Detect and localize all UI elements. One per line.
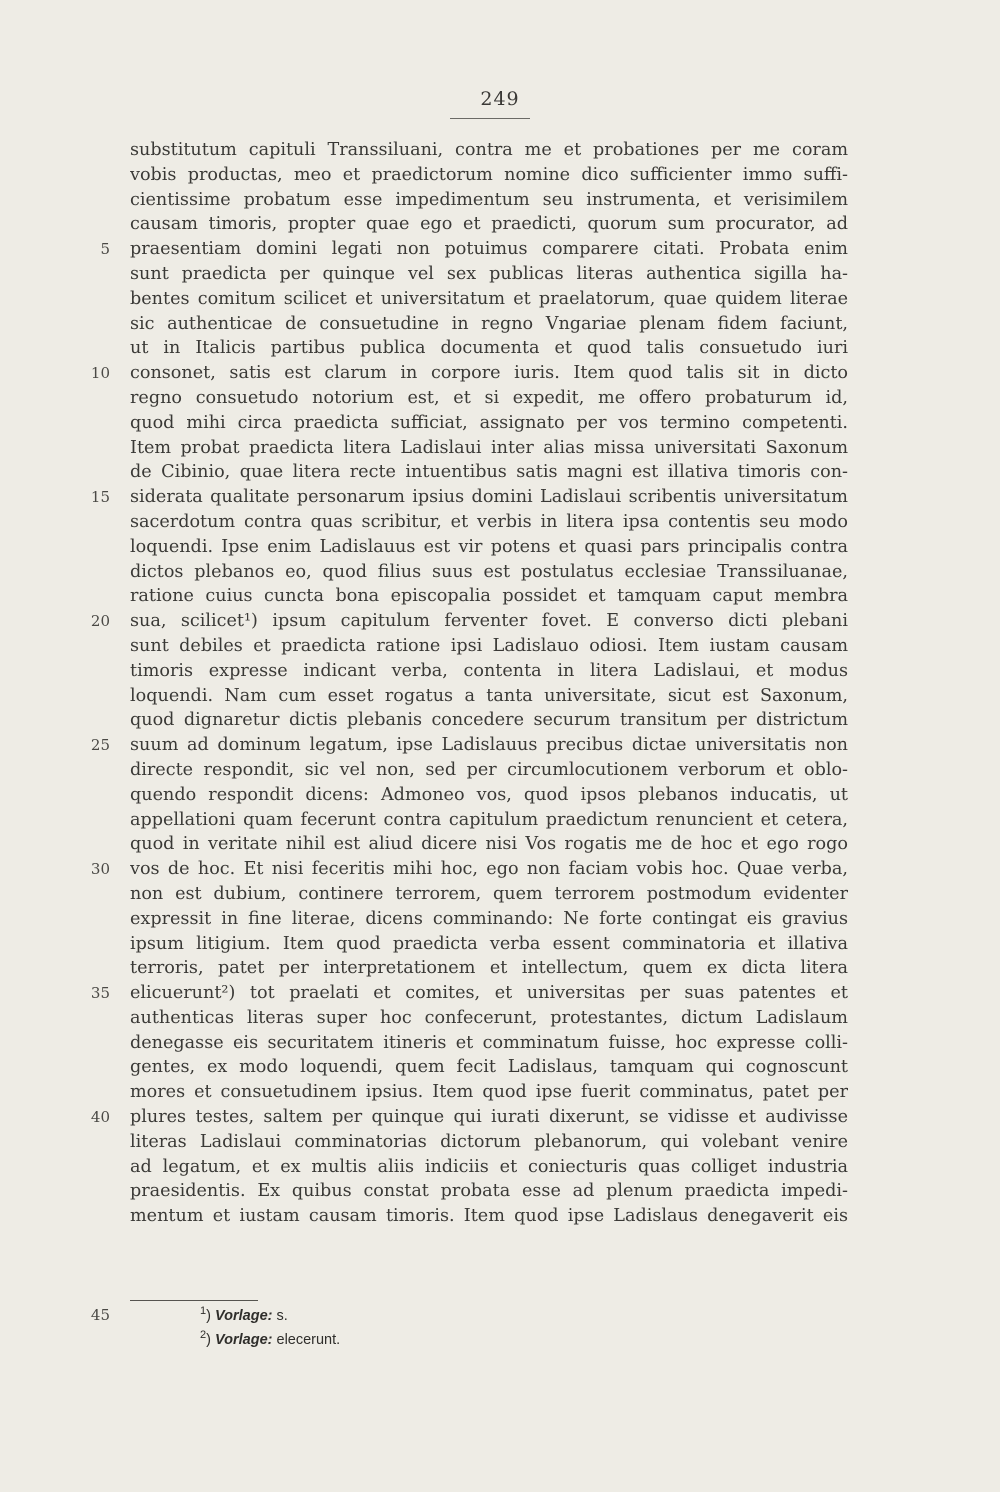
- footnote: $^2$) Vorlage: elecerunt.: [200, 1329, 341, 1348]
- footnote-label: Vorlage:: [214, 1308, 273, 1324]
- footnote: $^1$) Vorlage: s.: [200, 1305, 288, 1324]
- text-line: [0, 386, 1000, 411]
- footnotes: [200, 1304, 800, 1352]
- line-text: terroris, patet per interpretationem et intellectum, quem ex dicta litera: [130, 958, 848, 979]
- line-text: loquendi. Nam cum esset rogatus a tanta universitate, sicut est Saxonum,: [130, 685, 848, 706]
- line-text: ratione cuius cuncta bona episcopalia possidet et tamquam caput membra: [130, 586, 848, 607]
- line-text: sacerdotum contra quas scribitur, et verbis in litera ipsa contentis seu modo: [130, 511, 848, 532]
- line-text: suum ad dominum legatum, ipse Ladislauus precibus dictae universitatis non: [130, 735, 848, 756]
- line-text: ut in Italicis partibus publica documenta et quod talis consuetudo iuri: [130, 338, 848, 359]
- text-line: [0, 1055, 1000, 1080]
- text-line: [0, 1105, 1000, 1130]
- page-number: 249: [480, 88, 520, 110]
- line-text: sunt debiles et praedicta ratione ipsi Ladislauo odiosi. Item iustam causam: [130, 635, 848, 656]
- line-text: quendo respondit dicens: Admoneo vos, quod ipsos plebanos inducatis, ut: [130, 784, 848, 805]
- text-line: [0, 361, 1000, 386]
- text-line: [0, 510, 1000, 535]
- line-text: quod dignaretur dictis plebanis concedere securum transitum per districtum: [130, 710, 848, 731]
- line-text: mores et consuetudinem ipsius. Item quod ipse fuerit comminatus, patet per: [130, 1082, 848, 1103]
- text-line: [0, 857, 1000, 882]
- line-text: cientissime probatum esse impedimentum seu instrumenta, et verisimilem: [130, 189, 848, 210]
- text-line: [0, 1031, 1000, 1056]
- footnote-mark: 2: [200, 1329, 207, 1342]
- text-line: [0, 932, 1000, 957]
- line-text: gentes, ex modo loquendi, quem fecit Ladislaus, tamquam qui cognoscunt: [130, 1057, 848, 1078]
- text-line: [0, 609, 1000, 634]
- line-text: authenticas literas super hoc confecerunt, protestantes, dictum Ladislaum: [130, 1007, 848, 1028]
- text-line: [0, 237, 1000, 262]
- line-text: loquendi. Ipse enim Ladislauus est vir potens et quasi pars principalis contra: [130, 536, 848, 557]
- text-line: [0, 312, 1000, 337]
- line-text: siderata qualitate personarum ipsius domini Ladislaui scribentis universitatum: [130, 487, 848, 508]
- line-text: consonet, satis est clarum in corpore iuris. Item quod talis sit in dicto: [130, 363, 848, 384]
- line-text: regno consuetudo notorium est, et si expedit, me offero probaturum id,: [130, 387, 848, 408]
- text-line: [0, 1155, 1000, 1180]
- line-text: Item probat praedicta litera Ladislaui inter alias missa universitati Saxonum: [130, 437, 848, 458]
- line-text: literas Ladislaui comminatorias dictorum plebanorum, qui volebant venire: [130, 1131, 848, 1152]
- line-text: sua, scilicet¹) ipsum capitulum ferventer fovet. E converso dicti plebani: [130, 611, 848, 632]
- text-line: [0, 634, 1000, 659]
- line-text: directe respondit, sic vel non, sed per circumlocutionem verborum et oblo-: [130, 759, 848, 780]
- line-text: elicuerunt²) tot praelati et comites, et universitas per suas patentes et: [130, 983, 848, 1004]
- line-text: appellationi quam fecerunt contra capitulum praedictum renuncient et cetera,: [130, 809, 848, 830]
- line-text: non est dubium, continere terrorem, quem terrorem postmodum evidenter: [130, 883, 848, 904]
- footnote-label: Vorlage:: [214, 1332, 273, 1348]
- text-line: [0, 1204, 1000, 1229]
- line-text: ad legatum, et ex multis aliis indiciis et coniecturis quas colliget industria: [130, 1156, 848, 1177]
- text-line: [0, 1080, 1000, 1105]
- text-line: [0, 1130, 1000, 1155]
- line-text: mentum et iustam causam timoris. Item quod ipse Ladislaus denegaverit eis: [130, 1206, 848, 1227]
- line-text: dictos plebanos eo, quod filius suus est postulatus ecclesiae Transsiluanae,: [130, 561, 848, 582]
- text-line: [0, 808, 1000, 833]
- line-number: 15: [90, 488, 110, 507]
- text-line: [0, 1006, 1000, 1031]
- line-number: 20: [90, 612, 110, 631]
- line-number: 5: [100, 240, 110, 259]
- line-text: quod mihi circa praedicta sufficiat, assignato per vos termino competenti.: [130, 412, 848, 433]
- text-line: [0, 832, 1000, 857]
- text-line: [0, 336, 1000, 361]
- text-line: [0, 758, 1000, 783]
- text-line: [0, 907, 1000, 932]
- line-text: causam timoris, propter quae ego et praedicti, quorum sum procurator, ad: [130, 214, 848, 235]
- text-line: [0, 535, 1000, 560]
- line-text: substitutum capituli Transsiluani, contra me et probationes per me coram: [130, 140, 848, 160]
- line-text: quod in veritate nihil est aliud dicere nisi Vos rogatis me de hoc et ego rogo: [130, 834, 848, 855]
- text-line: [0, 981, 1000, 1006]
- footnote-text: s.: [276, 1308, 288, 1324]
- line-text: vos de hoc. Et nisi feceritis mihi hoc, ego non faciam vobis hoc. Quae verba,: [130, 859, 848, 880]
- line-text: bentes comitum scilicet et universitatum et praelatorum, quae quidem literae: [130, 288, 848, 309]
- text-line: [0, 584, 1000, 609]
- text-line: [0, 956, 1000, 981]
- text-line: [0, 163, 1000, 188]
- line-number: 10: [90, 364, 110, 383]
- text-line: [0, 212, 1000, 237]
- line-number: 25: [90, 736, 110, 755]
- text-line: [0, 659, 1000, 684]
- line-text: ipsum litigium. Item quod praedicta verba essent comminatoria et illativa: [130, 933, 848, 954]
- footnote-mark: 1: [200, 1305, 207, 1318]
- line-text: praesidentis. Ex quibus constat probata esse ad plenum praedicta impedi-: [130, 1181, 848, 1202]
- text-line: [0, 733, 1000, 758]
- body-text: [0, 138, 1000, 1229]
- line-text: vobis productas, meo et praedictorum nomine dico sufficienter immo suffi-: [130, 164, 848, 185]
- text-line: [0, 684, 1000, 709]
- text-line: [0, 460, 1000, 485]
- text-line: [0, 188, 1000, 213]
- line-text: sic authenticae de consuetudine in regno Vngariae plenam fidem faciunt,: [130, 313, 848, 334]
- text-line: [0, 287, 1000, 312]
- line-text: plures testes, saltem per quinque qui iurati dixerunt, se vidisse et audivisse: [130, 1107, 848, 1128]
- text-line: [0, 560, 1000, 585]
- footnote-rule: [130, 1300, 258, 1301]
- text-line: [0, 138, 1000, 163]
- line-text: de Cibinio, quae litera recte intuentibus satis magni est illativa timoris con-: [130, 462, 848, 483]
- line-number: 30: [90, 860, 110, 879]
- line-number: 35: [90, 984, 110, 1003]
- line-text: denegasse eis securitatem itineris et comminatum fuisse, hoc expresse colli-: [130, 1032, 848, 1053]
- text-line: [0, 708, 1000, 733]
- text-line: [0, 485, 1000, 510]
- text-line: [0, 783, 1000, 808]
- text-line: [0, 262, 1000, 287]
- text-line: [0, 436, 1000, 461]
- line-text: praesentiam domini legati non potuimus comparere citati. Probata enim: [130, 239, 848, 260]
- header-rule: [450, 118, 530, 119]
- footnote-text: elecerunt.: [276, 1332, 341, 1348]
- line-text: expressit in fine literae, dicens comminando: Ne forte contingat eis gravius: [130, 908, 848, 929]
- line-text: timoris expresse indicant verba, contenta in litera Ladislaui, et modus: [130, 660, 848, 681]
- text-line: [0, 882, 1000, 907]
- line-text: sunt praedicta per quinque vel sex publicas literas authentica sigilla ha-: [130, 263, 848, 284]
- line-number: 40: [90, 1108, 110, 1127]
- line-number: 45: [90, 1306, 110, 1324]
- text-line: [0, 411, 1000, 436]
- text-line: [0, 1179, 1000, 1204]
